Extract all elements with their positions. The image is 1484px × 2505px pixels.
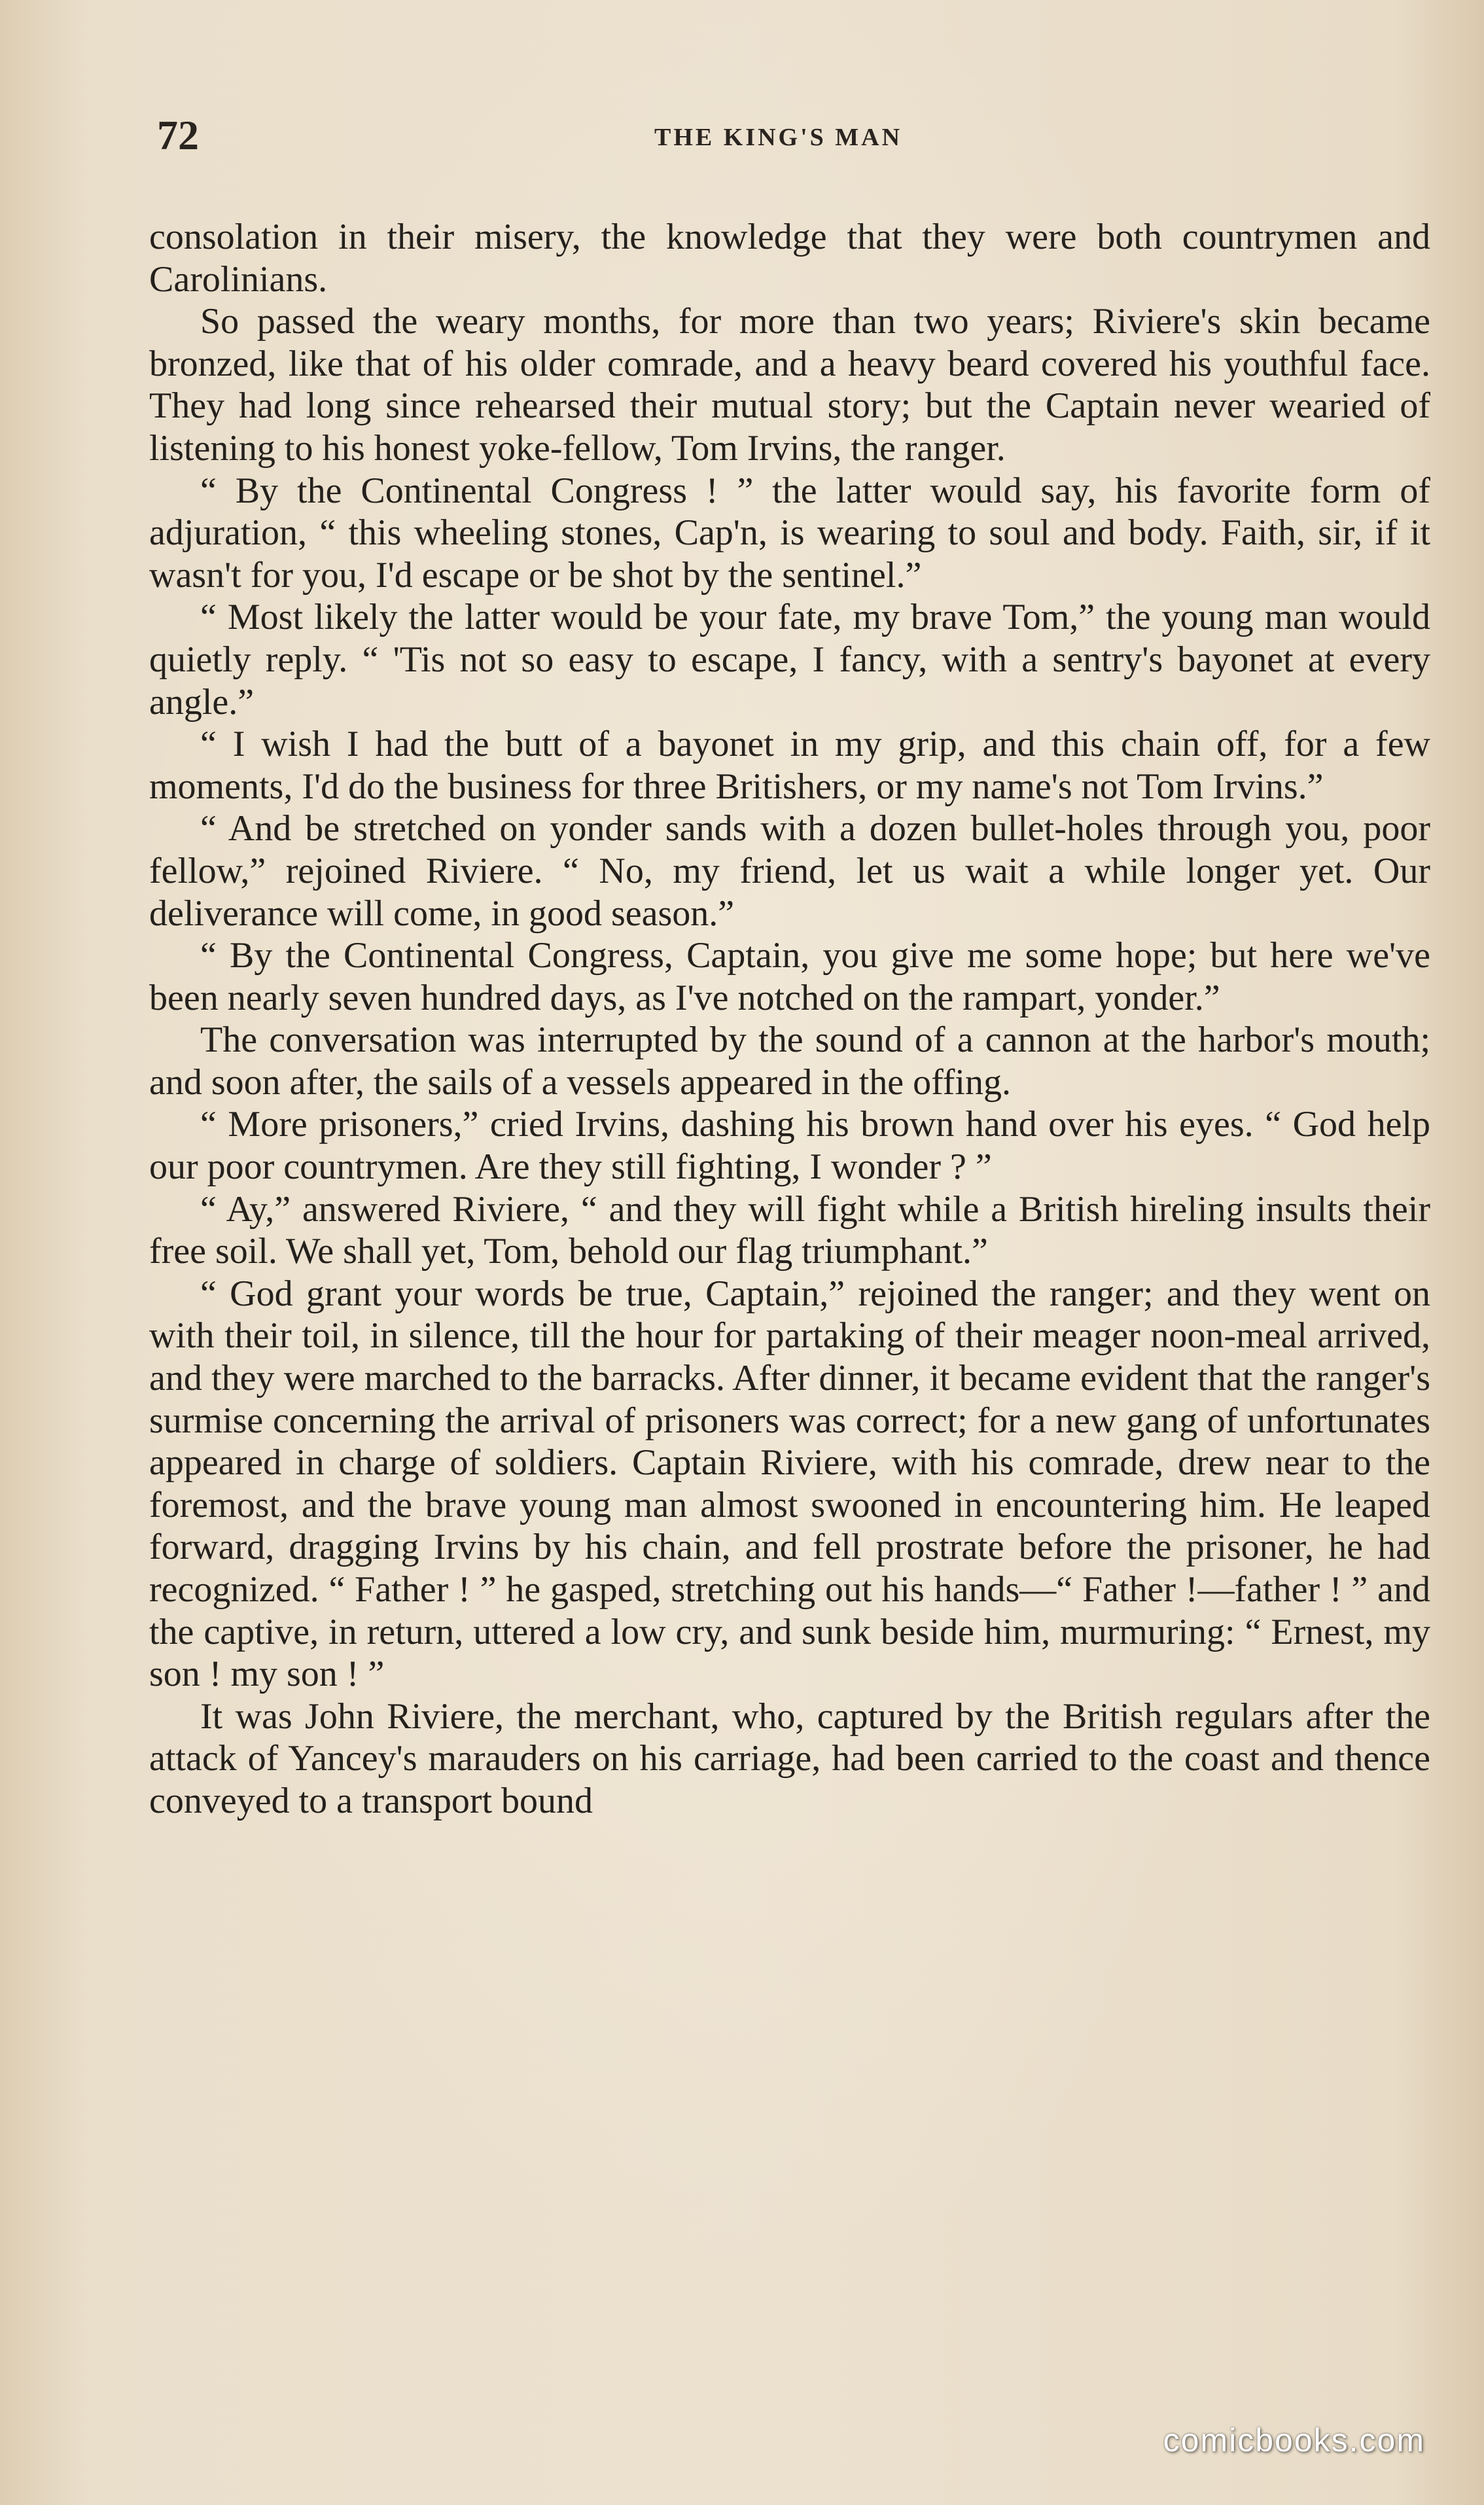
paragraph: consolation in their misery, the knowledge that they were both countrymen and Carolinians. bbox=[149, 217, 1430, 300]
paragraph: “ And be stretched on yonder sands with a dozen bullet-holes through you, poor fellow,” rejoined Riviere. “ No, my friend, let us wait a while longer yet. Our deliverance will come, in good season.” bbox=[149, 808, 1430, 934]
paragraph: It was John Riviere, the merchant, who, captured by the British regulars after the attack of Yancey's marauders on his carriage, had been carried to the coast and thence conveyed to a transport bound bbox=[149, 1696, 1430, 1821]
paragraph: “ God grant your words be true, Captain,” rejoined the ranger; and they went on with their toil, in silence, till the hour for partaking of their meager noon-meal arrived, and they were marched to the barracks. After dinner, it became evident that the ranger's surmise concerning the arrival of prisoners was correct; for a new gang of unfortunates appeared in charge of soldiers. Captain Riviere, with his comrade, drew near to the foremost, and the brave young man almost swooned in encountering him. He leaped forward, dragging Irvins by his chain, and fell prostrate before the prisoner, he had recognized. “ Father ! ” he gasped, stretching out his hands—“ Father !—father ! ” and the captive, in return, uttered a low cry, and sunk beside him, murmuring: “ Ernest, my son ! my son ! ” bbox=[149, 1273, 1430, 1695]
paragraph: “ By the Continental Congress, Captain, you give me some hope; but here we've been nearly seven hundred days, as I've notched on the rampart, yonder.” bbox=[149, 935, 1430, 1018]
paragraph: “ I wish I had the butt of a bayonet in my grip, and this chain off, for a few moments, I'd do the business for three Britishers, or my name's not Tom Irvins.” bbox=[149, 724, 1430, 807]
paragraph: “ Most likely the latter would be your fate, my brave Tom,” the young man would quietly reply. “ 'Tis not so easy to escape, I fancy, with a sentry's bayonet at every angle.” bbox=[149, 597, 1430, 722]
body-text bbox=[149, 216, 1430, 1822]
page-number: 72 bbox=[157, 112, 199, 158]
watermark: comicbooks.com bbox=[1163, 2422, 1425, 2459]
paragraph: “ More prisoners,” cried Irvins, dashing his brown hand over his eyes. “ God help our poor countrymen. Are they still fighting, I wonder ? ” bbox=[149, 1104, 1430, 1188]
paragraph: The conversation was interrupted by the sound of a cannon at the harbor's mouth; and soon after, the sails of a vessels appeared in the offing. bbox=[149, 1020, 1430, 1103]
paragraph: “ By the Continental Congress ! ” the latter would say, his favorite form of adjuration, “ this wheeling stones, Cap'n, is wearing to soul and body. Faith, sir, if it wasn't for you, I'd escape or be shot by the sentinel.” bbox=[149, 470, 1430, 595]
paragraph: “ Ay,” answered Riviere, “ and they will fight while a British hireling insults their free soil. We shall yet, Tom, behold our flag triumphant.” bbox=[149, 1188, 1430, 1272]
running-head: THE KING'S MAN bbox=[654, 124, 903, 151]
page-header bbox=[157, 111, 1413, 170]
paragraph: So passed the weary months, for more than two years; Riviere's skin became bronzed, like that of his older comrade, and a heavy beard covered his youthful face. They had long since rehearsed their mutual story; but the Captain never wearied of listening to his honest yoke-fellow, Tom Irvins, the ranger. bbox=[149, 301, 1430, 469]
